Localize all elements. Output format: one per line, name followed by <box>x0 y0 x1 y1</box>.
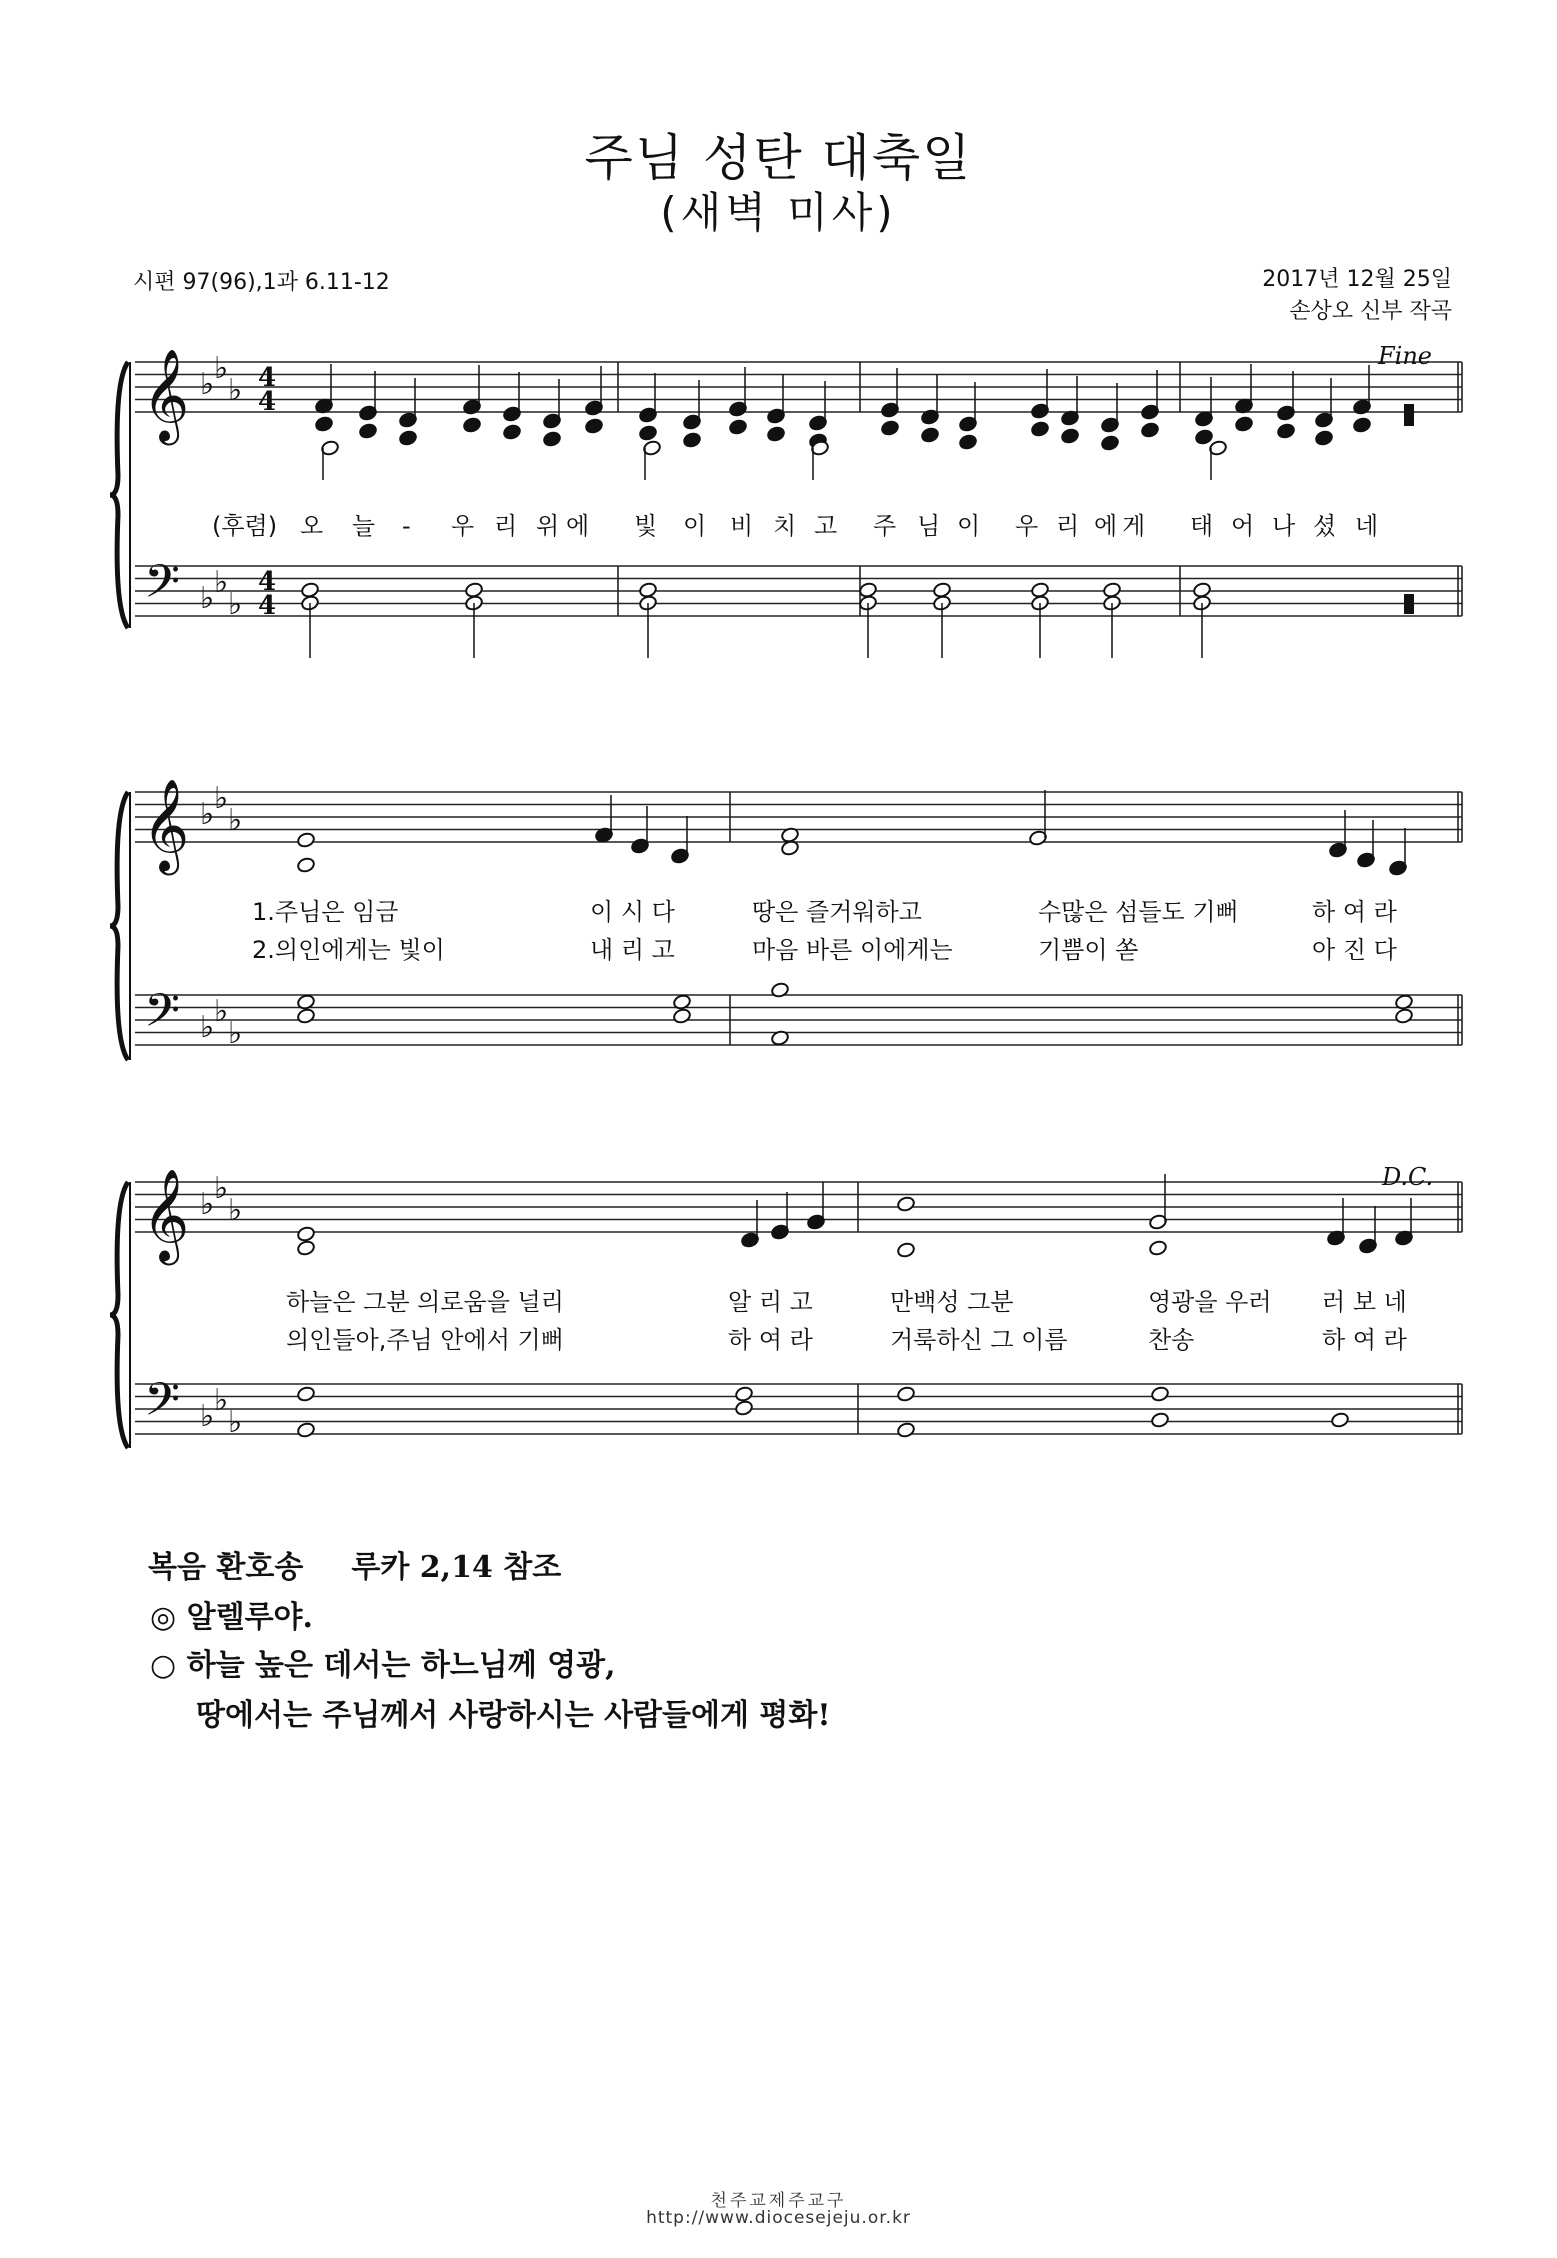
brace-icon <box>110 1182 128 1448</box>
note-head <box>314 416 333 433</box>
flat-icon: ♭ <box>214 781 229 816</box>
gospel-heading-title: 복음 환호송 <box>148 1550 304 1585</box>
lyric-syllable: 태 <box>1190 512 1214 540</box>
note-head <box>1100 435 1119 452</box>
note-head <box>672 1008 691 1025</box>
lyric-line: 이 시 다 <box>590 898 675 926</box>
note-head <box>296 1422 315 1439</box>
note-head <box>1234 416 1253 433</box>
rest <box>1404 594 1414 614</box>
psalm-reference: 시편 97(96),1과 6.11-12 <box>133 270 390 295</box>
treble-clef-icon: 𝄞 <box>142 778 190 871</box>
time-signature: 4 <box>258 591 277 621</box>
lyric-line: 하 여 라 <box>1312 898 1397 926</box>
gospel-verse-line-2: 땅에서는 주님께서 사랑하시는 사람들에게 평화! <box>196 1698 831 1733</box>
brace-icon <box>110 362 128 628</box>
note-head <box>296 1386 315 1403</box>
lyric-line: 하 여 라 <box>1322 1326 1407 1354</box>
brace-icon <box>110 792 128 1060</box>
note-head <box>896 1196 915 1213</box>
lyric-line: 2.의인에게는 빛이 <box>252 936 445 964</box>
lyric-syllable: 위 <box>536 512 560 540</box>
time-signature: 4 <box>258 387 277 417</box>
bass-clef-icon: 𝄢 <box>144 555 181 620</box>
lyric-line: 내 리 고 <box>590 936 675 964</box>
flat-icon: ♭ <box>200 367 215 402</box>
lyric-syllable: 고 <box>814 512 838 540</box>
flat-icon: ♭ <box>214 994 229 1029</box>
lyric-line: 거룩하신 그 이름 <box>890 1326 1068 1354</box>
lyric-line: 찬송 <box>1148 1326 1195 1354</box>
lyric-syllable: 비 <box>730 512 754 540</box>
flat-icon: ♭ <box>214 351 229 386</box>
flat-icon: ♭ <box>214 1171 229 1206</box>
flat-icon: ♭ <box>228 803 243 838</box>
note-head <box>1394 1008 1413 1025</box>
flat-icon: ♭ <box>200 1187 215 1222</box>
note-head <box>1030 421 1049 438</box>
time-signature: 4 <box>258 363 277 393</box>
lyric-line: 러 보 네 <box>1322 1288 1407 1316</box>
note-head <box>896 1422 915 1439</box>
lyrics-row-1 <box>212 512 1378 540</box>
footer-organization: 천주교제주교구 <box>710 2191 847 2211</box>
lyric-syllable: 빛 <box>634 512 658 540</box>
lyric-syllable: 우 <box>1015 512 1039 540</box>
lyric-syllable: 치 <box>773 512 797 540</box>
note-head <box>734 1400 753 1417</box>
flat-icon: ♭ <box>200 581 215 616</box>
lyric-line: 마음 바른 이에게는 <box>752 936 953 964</box>
lyric-syllable: 네 <box>1355 512 1379 540</box>
flat-icon: ♭ <box>228 373 243 408</box>
page-subtitle: (새벽 미사) <box>660 188 897 237</box>
lyric-syllable: 에 <box>566 512 590 540</box>
flat-icon: ♭ <box>200 1399 215 1434</box>
note-head <box>682 432 701 449</box>
lyric-syllable: 셨 <box>1313 512 1337 540</box>
time-signature: 4 <box>258 567 277 597</box>
lyric-syllable: 님 <box>917 512 941 540</box>
note-head <box>1150 1412 1169 1429</box>
note-head <box>1314 430 1333 447</box>
flat-icon: ♭ <box>228 587 243 622</box>
note-head <box>584 418 603 435</box>
footer-url: http://www.diocesejeju.or.kr <box>646 2208 911 2228</box>
gospel-response: ◎ 알렐루야. <box>150 1600 313 1635</box>
note-head <box>896 1386 915 1403</box>
lyric-line: 수많은 섬들도 기뻐 <box>1038 898 1239 926</box>
lyric-syllable: 이 <box>957 512 981 540</box>
lyric-line: 하 여 라 <box>728 1326 813 1354</box>
note-head <box>1140 422 1159 439</box>
dc-marking: D.C. <box>1382 1163 1434 1191</box>
lyric-syllable: - <box>402 512 411 540</box>
note-head <box>734 1386 753 1403</box>
gospel-reference: 루카 2,14 참조 <box>351 1550 562 1585</box>
lyric-syllable: 오 <box>300 512 324 540</box>
date-label: 2017년 12월 25일 <box>1262 267 1452 292</box>
note-head <box>296 832 315 849</box>
composer-label: 손상오 신부 작곡 <box>1289 299 1452 324</box>
note-head <box>958 434 977 451</box>
lyric-syllable: 이 <box>683 512 707 540</box>
note-head <box>766 426 785 443</box>
flat-icon: ♭ <box>214 1383 229 1418</box>
lyric-line: 알 리 고 <box>728 1288 813 1316</box>
flat-icon: ♭ <box>228 1405 243 1440</box>
lyric-syllable: 주 <box>873 512 897 540</box>
note-head <box>296 1240 315 1257</box>
lyric-syllable: (후렴) <box>212 512 278 540</box>
flat-icon: ♭ <box>200 797 215 832</box>
note-head <box>542 431 561 448</box>
note-head <box>728 419 747 436</box>
rest <box>1404 404 1414 426</box>
gospel-heading <box>148 1542 561 1586</box>
note-head <box>296 1226 315 1243</box>
lyric-line: 만백성 그분 <box>890 1288 1014 1316</box>
note-head <box>462 417 481 434</box>
note-head <box>296 1008 315 1025</box>
bass-clef-icon: 𝄢 <box>144 1373 181 1438</box>
lyric-line: 하늘은 그분 의로움을 널리 <box>286 1288 564 1316</box>
bass-clef-icon: 𝄢 <box>144 984 181 1049</box>
lyric-syllable: 어 <box>1231 512 1255 540</box>
note-head <box>638 425 657 442</box>
note-head <box>502 424 521 441</box>
lyrics-row-3 <box>286 1288 1408 1354</box>
note-head <box>1352 417 1371 434</box>
lyrics-row-2 <box>252 898 1398 964</box>
note-head <box>1276 423 1295 440</box>
lyric-syllable: 리 <box>1056 512 1080 540</box>
lyric-syllable: 나 <box>1272 512 1296 540</box>
lyric-line: 기쁨이 쏟 <box>1038 936 1139 964</box>
note-head <box>896 1242 915 1259</box>
lyric-syllable: 리 <box>494 512 518 540</box>
treble-clef-icon: 𝄞 <box>142 348 190 441</box>
note-head <box>1060 428 1079 445</box>
note-head <box>920 427 939 444</box>
note-head <box>358 423 377 440</box>
note-head <box>1330 1412 1349 1429</box>
page-title: 주님 성탄 대축일 <box>584 129 973 187</box>
gospel-verse-line-1: ○ 하늘 높은 데서는 하느님께 영광, <box>150 1648 616 1683</box>
lyric-syllable: 게 <box>1122 512 1146 540</box>
fine-marking: Fine <box>1378 342 1432 370</box>
lyric-line: 1.주님은 임금 <box>252 898 399 926</box>
lyric-syllable: 우 <box>451 512 475 540</box>
lyric-syllable: 에 <box>1094 512 1118 540</box>
lyric-line: 영광을 우러 <box>1148 1288 1272 1316</box>
flat-icon: ♭ <box>214 565 229 600</box>
lyric-line: 아 진 다 <box>1312 936 1397 964</box>
lyric-line: 의인들아,주님 안에서 기뻐 <box>286 1326 564 1354</box>
flat-icon: ♭ <box>200 1010 215 1045</box>
lyric-line: 땅은 즐거워하고 <box>752 898 922 926</box>
note-head <box>1150 1386 1169 1403</box>
note-head <box>398 430 417 447</box>
note-head <box>1194 429 1213 446</box>
note-head <box>880 420 899 437</box>
flat-icon: ♭ <box>228 1193 243 1228</box>
note-head <box>296 857 315 874</box>
note-head <box>770 982 789 999</box>
note-head <box>1148 1240 1167 1257</box>
flat-icon: ♭ <box>228 1016 243 1051</box>
treble-clef-icon: 𝄞 <box>142 1168 190 1261</box>
lyric-syllable: 늘 <box>352 512 376 540</box>
